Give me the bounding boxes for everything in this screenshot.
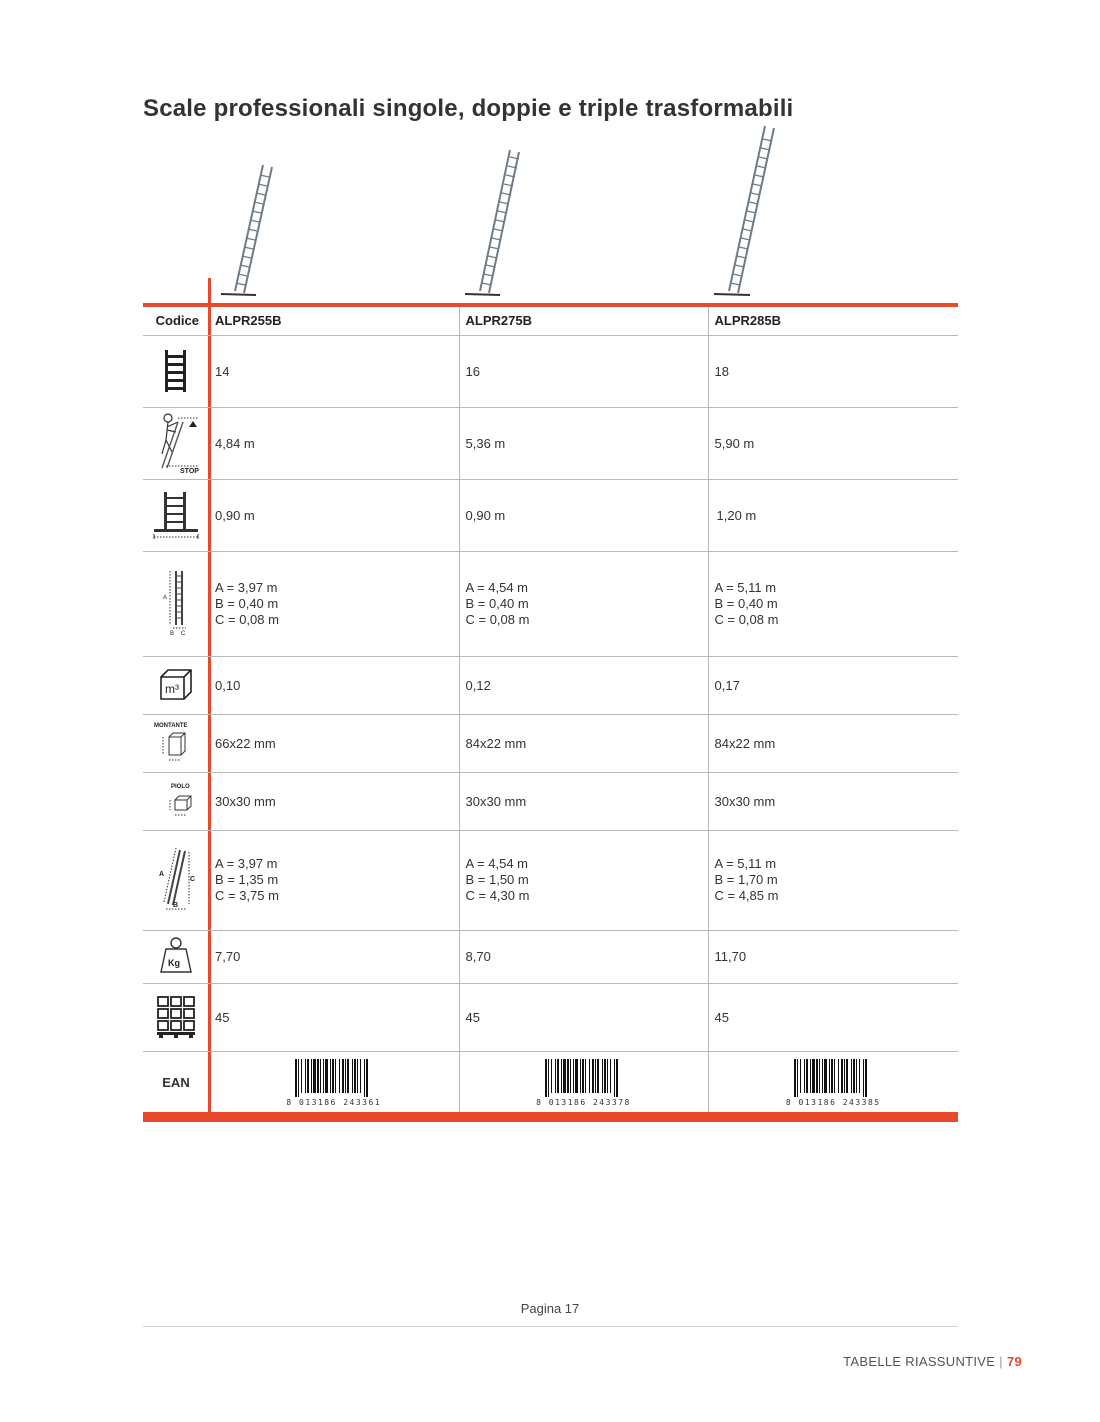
ean-code: 8 013186 243378	[536, 1098, 631, 1107]
page-number: 79	[1006, 1354, 1022, 1369]
spec-value: 45	[209, 983, 459, 1051]
working-height-icon	[148, 410, 204, 474]
codice-label: Codice	[143, 307, 209, 335]
section-separator: |	[999, 1354, 1003, 1369]
spec-value: 45	[708, 983, 958, 1051]
svg-text:B: B	[170, 631, 175, 637]
svg-text:A: A	[159, 870, 165, 878]
spec-value: 0,17	[708, 656, 958, 714]
barcode	[209, 1057, 459, 1107]
spec-value: 8,70	[459, 930, 708, 983]
barcode-bars-icon	[291, 1059, 377, 1097]
table-row	[143, 335, 958, 407]
spec-value: 7,70	[209, 930, 459, 983]
spec-value: 11,70	[708, 930, 958, 983]
table-row	[143, 714, 958, 772]
spec-value: 0,12	[459, 656, 708, 714]
spec-value: 84x22 mm	[459, 714, 708, 772]
svg-text:C: C	[190, 875, 196, 883]
barcode-bars-icon	[541, 1059, 627, 1097]
barcode	[460, 1057, 708, 1107]
table-row	[143, 930, 958, 983]
spec-value: 5,90 m	[708, 407, 958, 479]
ean-label: EAN	[162, 1074, 190, 1090]
barcode	[709, 1057, 959, 1107]
spec-value: 4,84 m	[209, 407, 459, 479]
model-code: ALPR255B	[209, 307, 459, 335]
table-header-row	[143, 307, 958, 335]
ean-code: 8 013186 243385	[785, 1098, 881, 1107]
table-row	[143, 656, 958, 714]
spec-value: A = 5,11 m B = 0,40 m C = 0,08 m	[708, 551, 958, 656]
page-label: Pagina 17	[520, 1301, 580, 1316]
table-row	[143, 772, 958, 830]
volume-icon	[156, 665, 196, 703]
spec-value: 0,90 m	[459, 479, 708, 551]
svg-text:C: C	[181, 631, 186, 637]
pallet-icon	[155, 994, 197, 1038]
model-code: ALPR285B	[708, 307, 958, 335]
spec-value: 5,36 m	[459, 407, 708, 479]
spec-value: 14	[209, 335, 459, 407]
spec-value: 30x30 mm	[708, 772, 958, 830]
ean-row	[143, 1051, 958, 1113]
closed-dimensions-icon	[156, 567, 196, 637]
spec-value: A = 5,11 m B = 1,70 m C = 4,85 m	[708, 830, 958, 930]
stop-label: STOP	[180, 467, 199, 474]
spec-value: 30x30 mm	[459, 772, 708, 830]
ladder-icon	[221, 165, 272, 295]
spec-value: A = 3,97 m B = 1,35 m C = 3,75 m	[209, 830, 459, 930]
product-illustrations	[0, 0, 1100, 305]
table-row	[143, 407, 958, 479]
table-row	[143, 983, 958, 1051]
page-title: Scale professionali singole, doppie e triple trasformabili	[143, 95, 794, 122]
spec-value: 16	[459, 335, 708, 407]
spec-value: 0,90 m	[209, 479, 459, 551]
table-row	[143, 551, 958, 656]
svg-text:m³: m³	[165, 681, 179, 696]
section-footer	[843, 1354, 1022, 1369]
svg-text:PIOLO: PIOLO	[171, 783, 190, 790]
rungs-count-icon	[156, 346, 196, 394]
accent-bottom-bar	[143, 1112, 958, 1122]
table-row	[143, 830, 958, 930]
rung-profile-icon	[151, 778, 201, 822]
spec-value: A = 4,54 m B = 1,50 m C = 4,30 m	[459, 830, 708, 930]
barcode-bars-icon	[790, 1059, 876, 1097]
spec-value: 45	[459, 983, 708, 1051]
spec-value: 1,20 m	[708, 479, 958, 551]
section-name: TABELLE RIASSUNTIVE	[843, 1354, 996, 1369]
weight-icon	[156, 934, 196, 976]
spec-value: 0,10	[209, 656, 459, 714]
ean-code: 8 013186 243361	[286, 1098, 382, 1107]
spec-value: 84x22 mm	[708, 714, 958, 772]
ladder-icon	[714, 126, 774, 295]
table-row	[143, 479, 958, 551]
ladder-icon	[465, 150, 519, 295]
open-dimensions-icon	[154, 844, 198, 914]
spec-value: 18	[708, 335, 958, 407]
spec-table	[143, 307, 958, 1114]
svg-text:B: B	[173, 901, 179, 909]
model-code: ALPR275B	[459, 307, 708, 335]
svg-text:A: A	[163, 595, 168, 601]
svg-text:MONTANTE: MONTANTE	[154, 722, 188, 729]
spec-value: A = 3,97 m B = 0,40 m C = 0,08 m	[209, 551, 459, 656]
svg-text:Kg: Kg	[168, 958, 180, 968]
base-width-icon	[148, 488, 204, 540]
footer-divider	[143, 1326, 958, 1327]
spec-value: 30x30 mm	[209, 772, 459, 830]
spec-value: A = 4,54 m B = 0,40 m C = 0,08 m	[459, 551, 708, 656]
rail-profile-icon	[151, 719, 201, 765]
spec-value: 66x22 mm	[209, 714, 459, 772]
